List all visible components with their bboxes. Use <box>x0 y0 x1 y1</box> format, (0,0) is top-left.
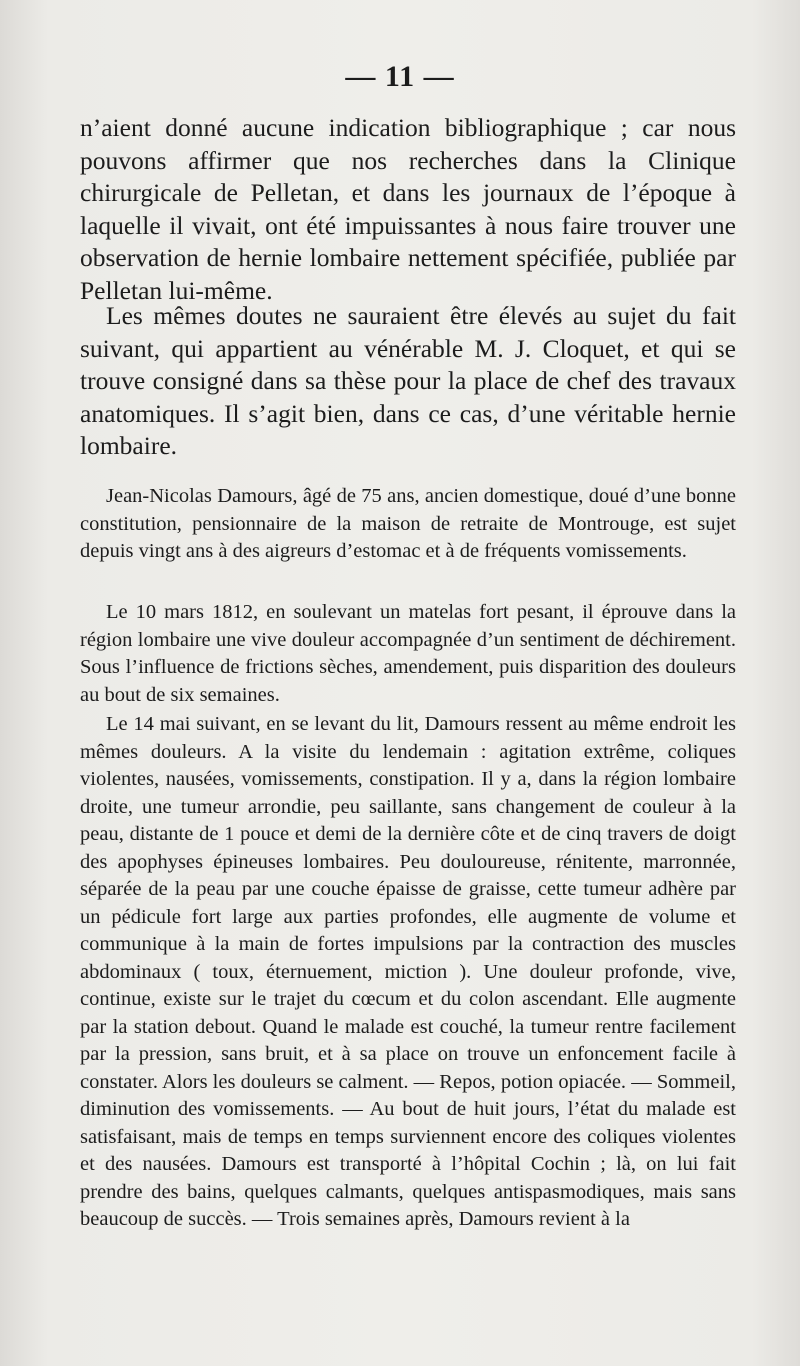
paragraph-text: Le 10 mars 1812, en soulevant un matelas fort pesant, il éprouve dans la région lombaire une vive douleur accompagnée d’un sentiment de déchirement. Sous l’influence de frictions sèches, amendement, puis disparition des douleurs au bout de six semaines. <box>80 601 736 706</box>
paragraph-text: Le 14 mai suivant, en se levant du lit, Damours ressent au même endroit les mêmes douleurs. A la visite du lendemain : agitation extrême, coliques violentes, nausées, vomissements, constipation. Il y a, dans la région lombaire droite, une tumeur arrondie, peu saillante, sans changement de couleur à la peau, distante de 1 pouce et demi de la dernière côte et de cinq travers de doigt des apophyses épineuses lombaires. Peu douloureuse, rénitente, marronnée, séparée de la peau par une couche épaisse de graisse, cette tumeur adhère par un pédicule fort large aux parties profondes, elle augmente de volume et communique à la main de fortes impulsions par la contraction des muscles abdominaux ( toux, éternuement, miction ). Une douleur profonde, vive, continue, existe sur le trajet du cœcum et du colon ascendant. Elle augmente par la station debout. Quand le malade est couché, la tumeur rentre facilement par la pression, sans bruit, et à sa place on trouve un enfoncement facile à constater. Alors les douleurs se calment. — Repos, potion opiacée. — Sommeil, diminution des vomissements. — Au bout de huit jours, l’état du malade est satisfaisant, mais de temps en temps surviennent encore des coliques violentes et des nausées. Damours est transporté à l’hôpital Cochin ; là, on lui fait prendre des bains, quelques calmants, quelques antispasmodiques, mais sans beaucoup de succès. — Trois semaines après, Damours revient à la <box>80 713 736 1230</box>
paragraph-continuation <box>80 112 736 307</box>
page-number: — 11 — <box>345 60 455 93</box>
paragraph-text: Les mêmes doutes ne sauraient être élevés au sujet du fait suivant, qui appartient au vénérable M. J. Cloquet, et qui se trouve consigné dans sa thèse pour la place de chef des travaux anatomiques. Il s’agit bien, dans ce cas, d’une véritable hernie lombaire. <box>80 301 736 460</box>
paragraph-text: Jean-Nicolas Damours, âgé de 75 ans, ancien domestique, doué d’une bonne constitution, pensionnaire de la maison de retraite de Montrouge, est sujet depuis vingt ans à des aigreurs d’estomac et à de fréquents vomissements. <box>80 485 736 562</box>
paragraph-cloquet-case <box>80 300 736 463</box>
observation-march-1812 <box>80 599 736 709</box>
observation-intro <box>80 483 736 566</box>
observation-may-14 <box>80 711 736 1234</box>
paragraph-text: n’aient donné aucune indication bibliographique ; car nous pouvons affirmer que nos recherches dans la Clinique chirurgicale de Pelletan, et dans les journaux de l’époque à laquelle il vivait, ont été impuissantes à nous faire trouver une observation de hernie lombaire nettement spécifiée, publiée par Pelletan lui-même. <box>80 113 736 305</box>
